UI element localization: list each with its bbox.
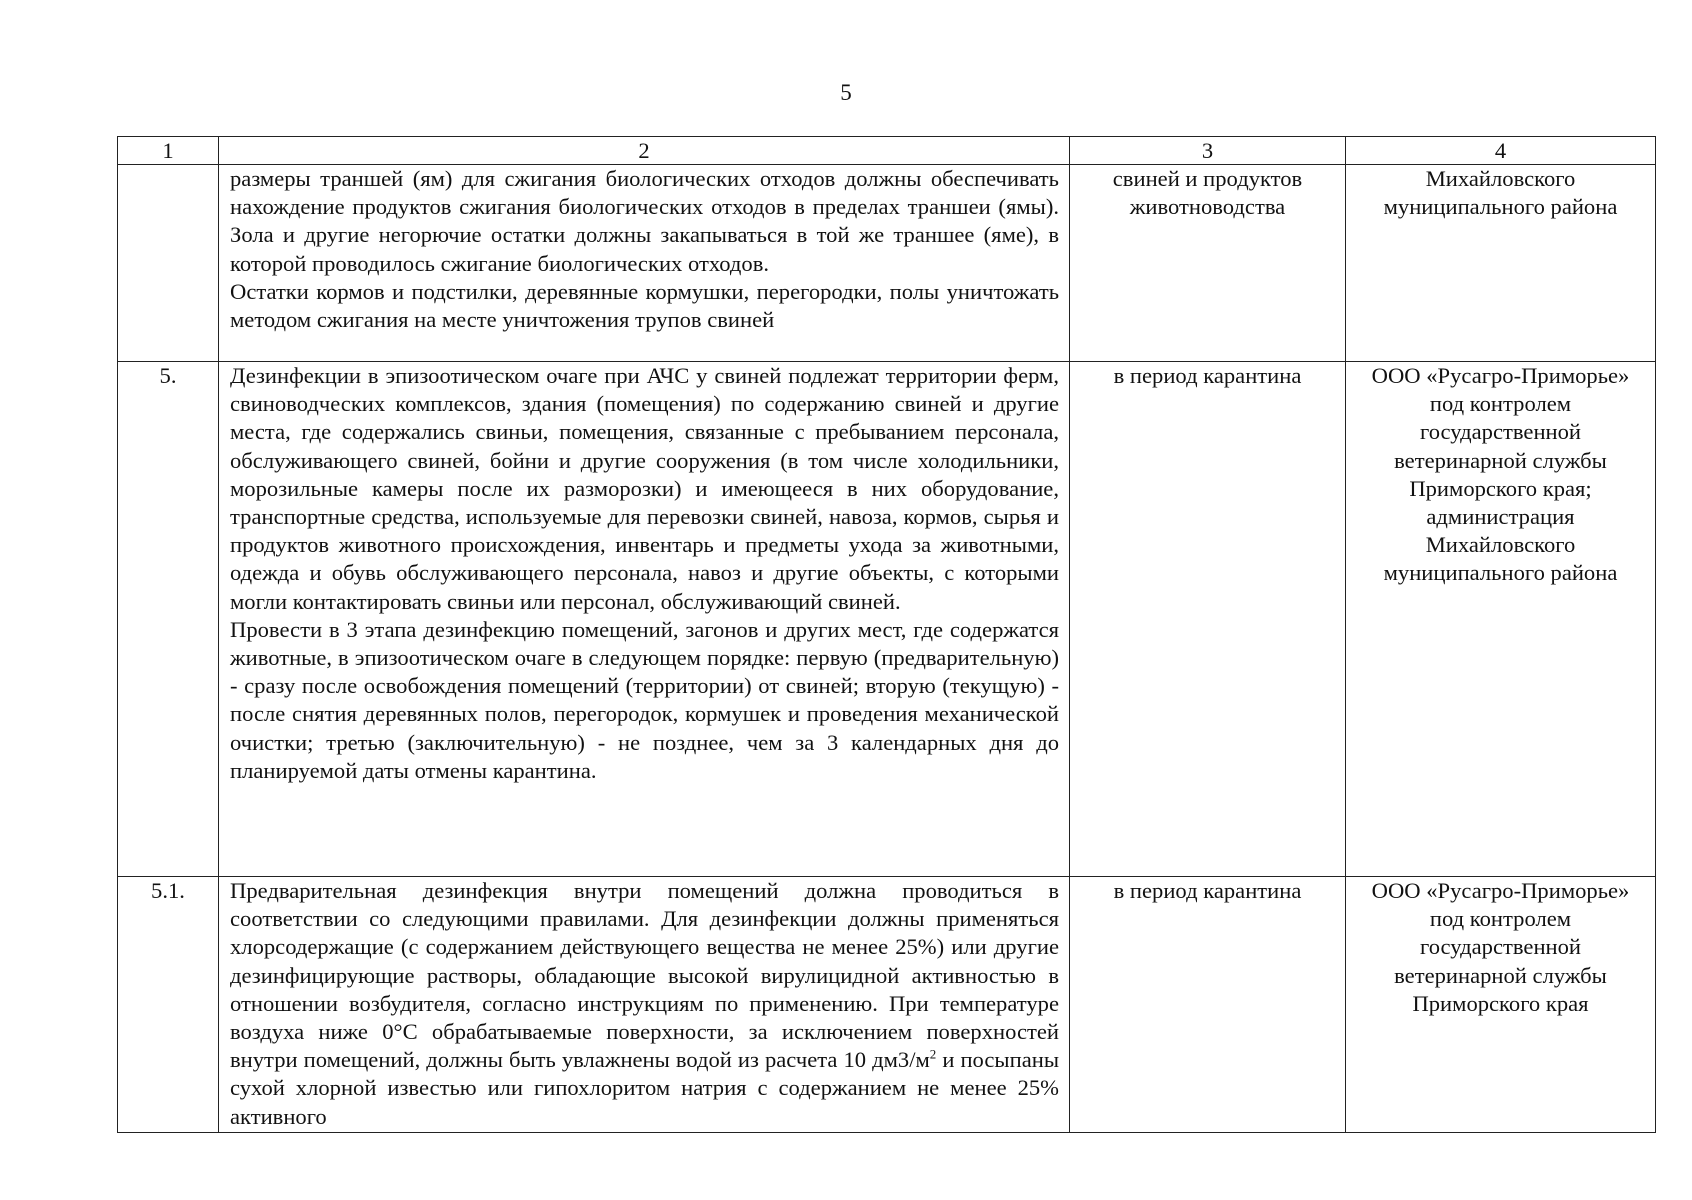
responsible-cell (1346, 877, 1656, 1133)
measures-table (117, 136, 1656, 1133)
period-line: свиней и продуктов (1112, 166, 1303, 191)
period-line: животноводства (1129, 194, 1286, 220)
row-number: 5. (118, 362, 219, 877)
responsible-line: ветеринарной службы (1394, 447, 1607, 473)
period-cell (1070, 165, 1346, 362)
header-cell-4: 4 (1346, 137, 1656, 165)
row-number: 5.1. (118, 877, 219, 1133)
table-row (118, 877, 1656, 1133)
table-header-row (118, 137, 1656, 165)
responsible-line: под контролем (1429, 391, 1572, 417)
superscript: 2 (929, 1046, 937, 1062)
measure-paragraph: Остатки кормов и подстилки, деревянные кормушки, перегородки, полы уничтожать методом сжигания на месте уничтожения трупов свиней (230, 278, 1059, 333)
responsible-line: ООО «Русагро-Приморье» (1371, 878, 1630, 903)
period-cell (1070, 877, 1346, 1133)
responsible-line: муниципального района (1383, 194, 1618, 220)
responsible-line: Михайловского (1425, 532, 1576, 558)
page-number: 5 (840, 80, 852, 105)
period-cell (1070, 362, 1346, 877)
measure-paragraph: размеры траншей (ям) для сжигания биологических отходов должны обеспечивать нахождение продуктов сжигания биологических отходов в пределах траншеи (ямы). Зола и другие негорючие остатки должны закапываться в той же траншее (яме), в которой проводилось сжигание биологических отходов. (230, 166, 1059, 276)
responsible-line: государственной (1419, 419, 1582, 445)
table-row (118, 165, 1656, 362)
responsible-line: Приморского края; (1409, 475, 1592, 501)
measure-paragraph (230, 877, 1059, 1131)
measure-paragraph: Дезинфекции в эпизоотическом очаге при АЧС у свиней подлежат территории ферм, свиноводческих комплексов, здания (помещения) по содержанию свиней и другие места, где содержались свиньи, помещения, связанные с пребыванием персонала, обслуживающего свиней, бойни и другие сооружения (в том числе холодильники, морозильные камеры после их разморозки) и имеющееся в них оборудование, транспортные средства, используемые для перевозки свиней, навоза, кормов, сырья и продуктов животного происхождения, инвентарь и предметы ухода за животными, одежда и обувь обслуживающего персонала, навоз и другие объекты, с которыми могли контактировать свиньи или персонал, обслуживающий свиней. (230, 363, 1059, 614)
measure-text (219, 877, 1070, 1133)
responsible-line: ООО «Русагро-Приморье» (1371, 363, 1630, 388)
measure-text-part: и посыпаны сухой хлорной известью или гипохлоритом натрия с содержанием не менее 25% активного (230, 1047, 1060, 1129)
responsible-line: ветеринарной службы (1394, 962, 1607, 988)
measure-paragraph: Провести в 3 этапа дезинфекцию помещений, загонов и других мест, где содержатся животные, в эпизоотическом очаге в следующем порядке: первую (предварительную) - сразу после освобождения помещений (территории) от свиней; вторую (текущую) - после снятия деревянных полов, перегородок, кормушек и проведения механической очистки; третью (заключительную) - не позднее, чем за 3 календарных дня до планируемой даты отмены карантина. (230, 616, 1059, 783)
period-line: в период карантина (1113, 363, 1302, 388)
table-row (118, 362, 1656, 877)
responsible-line: муниципального района (1383, 560, 1618, 586)
period-line: в период карантина (1113, 878, 1302, 903)
measure-text (219, 165, 1070, 362)
responsible-line: под контролем (1429, 906, 1572, 932)
responsible-line: Михайловского (1425, 166, 1576, 191)
responsible-cell (1346, 362, 1656, 877)
responsible-line: государственной (1419, 934, 1582, 960)
header-cell-3: 3 (1070, 137, 1346, 165)
measure-text (219, 362, 1070, 877)
header-cell-2: 2 (219, 137, 1070, 165)
responsible-cell (1346, 165, 1656, 362)
responsible-line: Приморского края (1412, 990, 1589, 1016)
responsible-line: администрация (1426, 504, 1575, 530)
measure-text-part: Предварительная дезинфекция внутри помещений должна проводиться в соответствии со следующими правилами. Для дезинфекции должны применяться хлорсодержащие (с содержанием действующего вещества не менее 25%) или другие дезинфицирующие растворы, обладающие высокой вирулицидной активностью в отношении возбудителя, согласно инструкциям по применению. При температуре воздуха ниже 0°С обрабатываемые поверхности, за исключением поверхностей внутри помещений, должны быть увлажнены водой из расчета 10 дм3/м (230, 878, 1059, 1073)
row-number (118, 165, 219, 362)
header-cell-1: 1 (118, 137, 219, 165)
